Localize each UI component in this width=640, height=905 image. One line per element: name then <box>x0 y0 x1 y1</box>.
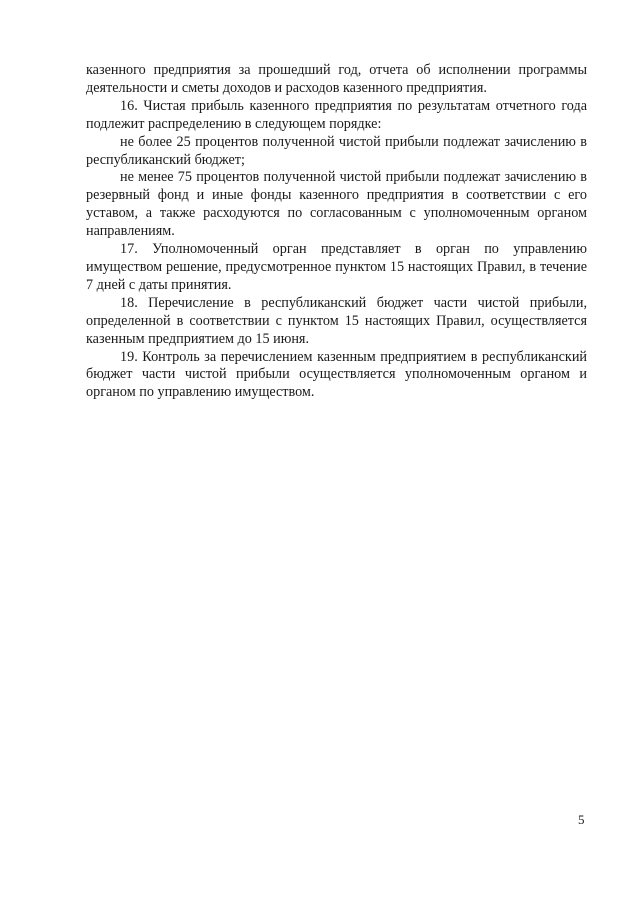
paragraph-16: 16. Чистая прибыль казенного предприятия по результатам отчетного года подлежит распределению в следующем порядке: <box>86 97 587 132</box>
paragraph-continuation: казенного предприятия за прошедший год, отчета об исполнении программы деятельности и сметы доходов и расходов казенного предприятия. <box>86 62 587 96</box>
paragraph-16-item-1: не более 25 процентов полученной чистой прибыли подлежат зачислению в республиканский бюджет; <box>86 133 587 168</box>
paragraph-17: 17. Уполномоченный орган представляет в орган по управлению имуществом решение, предусмотренное пунктом 15 настоящих Правил, в течение 7 дней с даты принятия. <box>86 241 587 293</box>
paragraph-16-item-2: не менее 75 процентов полученной чистой прибыли подлежат зачислению в резервный фонд и иные фонды казенного предприятия в соответствии с его уставом, а также расходуются по согласованным с уполномоченным органом направлениям. <box>86 169 587 240</box>
page-number: 5 <box>578 812 585 827</box>
document-body <box>86 62 587 402</box>
paragraph-19: 19. Контроль за перечислением казенным предприятием в республиканский бюджет части чистой прибыли осуществляется уполномоченным органом и органом по управлению имуществом. <box>86 348 587 401</box>
paragraph-18: 18. Перечисление в республиканский бюджет части чистой прибыли, определенной в соответствии с пунктом 15 настоящих Правил, осуществляется казенным предприятием до 15 июня. <box>86 294 587 347</box>
